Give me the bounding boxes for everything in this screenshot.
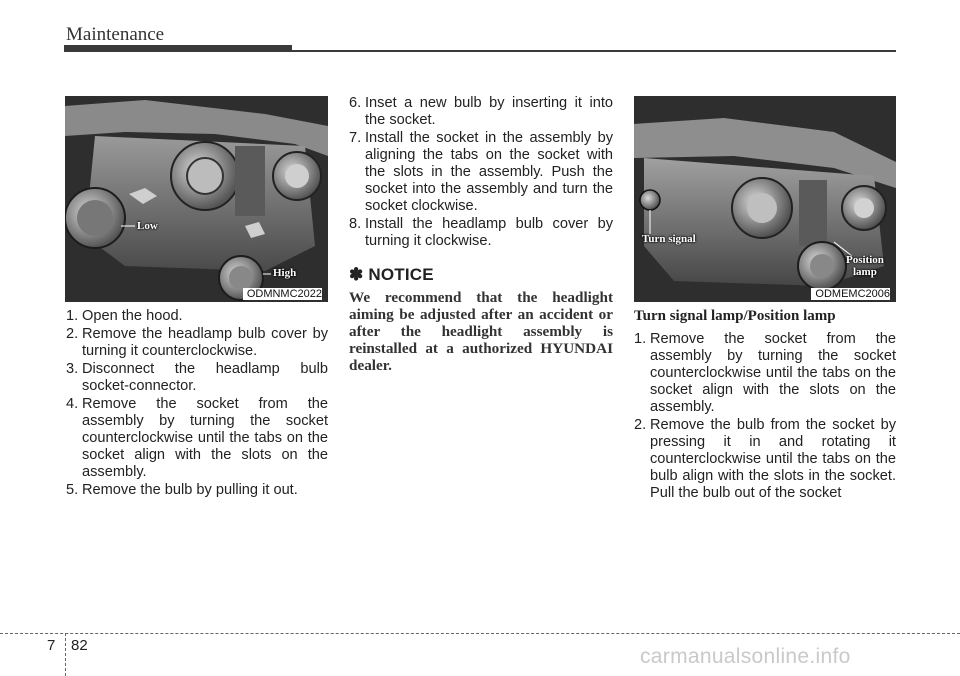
column-2 [349,95,613,374]
footer-vertical-divider [65,633,66,676]
figure-code: ODMNMC2022 [243,288,322,300]
notice-body: We recommend that the headlight aiming be adjusted after an accident or after the headlight assembly is reinstalled at a authorized HYUNDAI dealer. [349,289,613,374]
column-1 [66,308,328,500]
header-bar-thin [292,50,896,52]
header-title: Maintenance [66,24,165,45]
step-item: 2. Remove the headlamp bulb cover by turning it counterclockwise. [66,326,328,359]
turn-signal-label: Turn signal [642,233,696,245]
watermark: carmanualsonline.info [640,645,851,668]
section-subheading: Turn signal lamp/Position lamp [634,308,836,324]
step-item: 1. Open the hood. [66,308,183,324]
turn-signal-figure [634,96,896,302]
footer-divider [0,633,960,634]
step-item: 4. Remove the socket from the assembly by turning the socket counterclockwise until the tabs on the socket align with the slots on the assembly. [66,396,328,480]
notice-title: ✽ NOTICE [349,265,434,284]
step-item: 1. Remove the socket from the assembly by turning the socket counterclockwise until the tabs on the socket align with the slots on the assembly. [634,331,896,415]
page-number: 82 [71,637,88,654]
step-item: 5. Remove the bulb by pulling it out. [66,482,298,498]
figure-code: ODMEMC2006 [811,288,890,300]
headlamp-figure [65,96,328,302]
step-item: 8. Install the headlamp bulb cover by turning it clockwise. [349,216,613,249]
step-item: 7. Install the socket in the assembly by aligning the tabs on the socket with the slots in the assembly. Push the socket into the assembly and turn the socket clockwise. [349,130,613,214]
step-item: 2. Remove the bulb from the socket by pressing it in and rotating it counterclockwise until the tabs on the bulb align with the slots in the socket. Pull the bulb out of the socket [634,417,896,501]
step-item: 6. Inset a new bulb by inserting it into the socket. [349,95,613,128]
high-beam-label: High [273,267,297,279]
column-3 [634,308,896,503]
position-lamp-label-line2: lamp [853,266,877,278]
step-item: 3. Disconnect the headlamp bulb socket-connector. [66,361,328,394]
chapter-number: 7 [47,637,56,654]
header-bar-thick [64,45,292,52]
position-lamp-label-line1: Position [846,254,884,266]
low-beam-label: Low [137,220,158,232]
